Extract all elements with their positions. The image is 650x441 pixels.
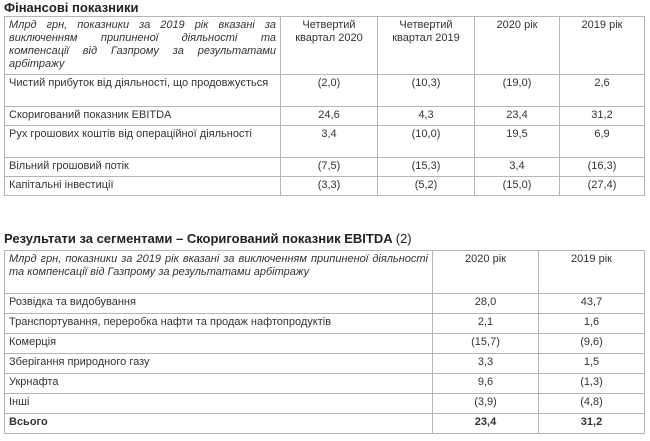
footnote-marker: (2) xyxy=(395,231,412,246)
table-row xyxy=(5,107,645,126)
table-row xyxy=(5,158,645,177)
cell-value: (9,6) xyxy=(539,334,645,354)
cell-value: 23,4 xyxy=(433,414,539,434)
table-row xyxy=(5,334,645,354)
table-row xyxy=(5,294,645,314)
cell-value: 3,3 xyxy=(433,354,539,374)
table-row xyxy=(5,126,645,158)
financial-indicators-table xyxy=(4,16,645,196)
cell-value: (27,4) xyxy=(560,177,645,196)
row-label: Вільний грошовий потік xyxy=(5,158,281,177)
row-label: Зберігання природного газу xyxy=(5,354,433,374)
cell-value: 6,9 xyxy=(560,126,645,158)
financial-section-title: Фінансові показники xyxy=(4,0,139,15)
cell-value: (4,8) xyxy=(539,394,645,414)
cell-value: 31,2 xyxy=(539,414,645,434)
row-label: Укрнафта xyxy=(5,374,433,394)
column-header: 2019 рік xyxy=(539,251,645,294)
cell-value: 4,3 xyxy=(378,107,475,126)
cell-value: (15,3) xyxy=(378,158,475,177)
column-header: 2020 рік xyxy=(475,17,560,75)
segment-results-table xyxy=(4,250,645,434)
table-header-row xyxy=(5,251,645,294)
cell-value: (10,0) xyxy=(378,126,475,158)
cell-value: (10,3) xyxy=(378,75,475,107)
cell-value: (16,3) xyxy=(560,158,645,177)
table-row xyxy=(5,374,645,394)
segments-section-title xyxy=(4,231,412,246)
row-label: Чистий прибуток від діяльності, що продовжується xyxy=(5,75,281,107)
cell-value: (7,5) xyxy=(281,158,378,177)
row-label: Рух грошових коштів від операційної діяльності xyxy=(5,126,281,158)
row-label: Скоригований показник EBITDA xyxy=(5,107,281,126)
column-header: 2020 рік xyxy=(433,251,539,294)
cell-value: 19,5 xyxy=(475,126,560,158)
table-row xyxy=(5,75,645,107)
table-row xyxy=(5,177,645,196)
cell-value: (3,3) xyxy=(281,177,378,196)
units-note: Млрд грн, показники за 2019 рік вказані за виключенням припиненої діяльності та компенсації від Газпрому за результатами арбітражу xyxy=(5,251,433,294)
row-label: Комерція xyxy=(5,334,433,354)
table-header-row xyxy=(5,17,645,75)
cell-value: 43,7 xyxy=(539,294,645,314)
row-label: Капітальні інвестиції xyxy=(5,177,281,196)
units-note: Млрд грн, показники за 2019 рік вказані за виключенням припиненої діяльності та компенсації від Газпрому за результатами арбітражу xyxy=(5,17,281,75)
row-label: Всього xyxy=(5,414,433,434)
cell-value: 23,4 xyxy=(475,107,560,126)
cell-value: 1,5 xyxy=(539,354,645,374)
column-header: Четвертий квартал 2019 xyxy=(378,17,475,75)
cell-value: (15,0) xyxy=(475,177,560,196)
row-label: Розвідка та видобування xyxy=(5,294,433,314)
total-row xyxy=(5,414,645,434)
cell-value: (1,3) xyxy=(539,374,645,394)
segments-title-text: Результати за сегментами – Скоригований показник EBITDA xyxy=(4,231,393,246)
table-row xyxy=(5,394,645,414)
cell-value: (3,9) xyxy=(433,394,539,414)
row-label: Транспортування, переробка нафти та продаж нафтопродуктів xyxy=(5,314,433,334)
cell-value: 28,0 xyxy=(433,294,539,314)
cell-value: 24,6 xyxy=(281,107,378,126)
row-label: Інші xyxy=(5,394,433,414)
cell-value: 2,6 xyxy=(560,75,645,107)
table-row xyxy=(5,314,645,334)
cell-value: (19,0) xyxy=(475,75,560,107)
cell-value: 3,4 xyxy=(281,126,378,158)
table-row xyxy=(5,354,645,374)
cell-value: 1,6 xyxy=(539,314,645,334)
cell-value: 31,2 xyxy=(560,107,645,126)
column-header: 2019 рік xyxy=(560,17,645,75)
cell-value: (15,7) xyxy=(433,334,539,354)
cell-value: 2,1 xyxy=(433,314,539,334)
cell-value: 3,4 xyxy=(475,158,560,177)
cell-value: (2,0) xyxy=(281,75,378,107)
cell-value: (5,2) xyxy=(378,177,475,196)
column-header: Четвертий квартал 2020 xyxy=(281,17,378,75)
cell-value: 9,6 xyxy=(433,374,539,394)
